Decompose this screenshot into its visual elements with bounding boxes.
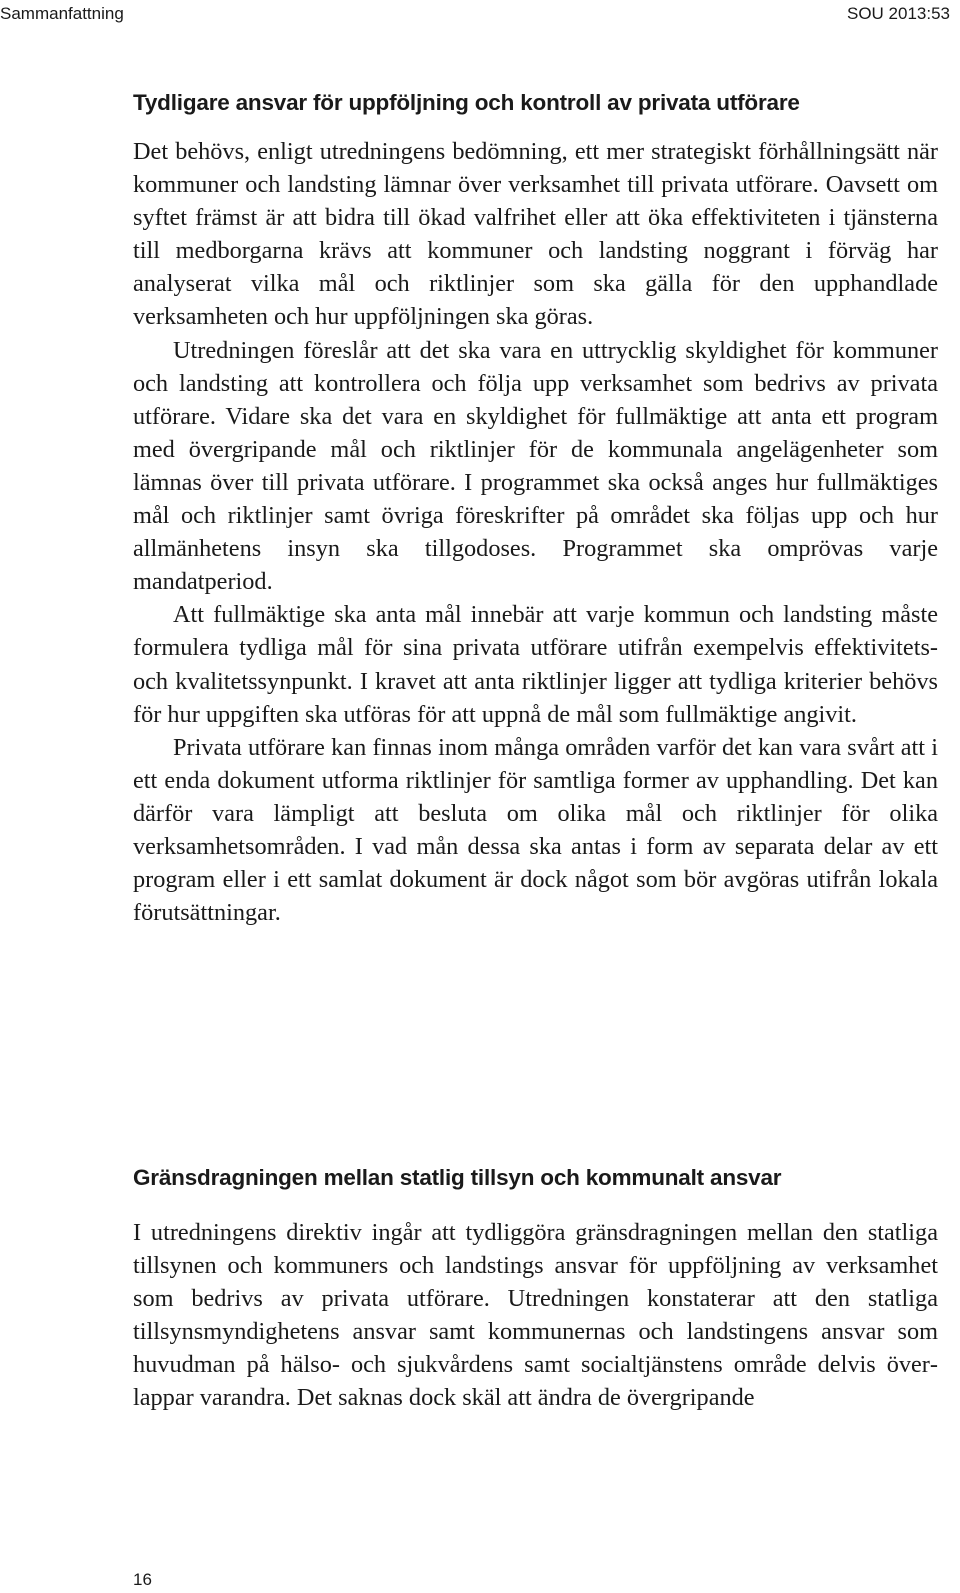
page-number: 16 [133, 1570, 152, 1589]
section-1-paragraph-4: Privata utförare kan finnas inom många områden varför det kan vara svårt att i ett enda dokument utforma riktlinjer för samtliga former av upphandling. Det kan därför vara lämpligt att besluta om olika mål och riktlinjer för olika verksamhetsområden. I vad mån dessa ska antas i form av separata delar av ett program eller i ett samlat dokument är dock något som bör avgöras utifrån lokala förutsättningar. [133, 733, 938, 927]
section-1-paragraph-2: Utredningen föreslår att det ska vara en uttrycklig skyldighet för kommuner och landsting att kontrollera och följa upp verksamhet som bedrivs av privata utförare. Vidare ska det vara en skyldighet för fullmäktige att anta ett program med övergripande mål och riktlinjer för de kommunala angelägenheter som lämnas över till privata utförare. I programmet ska också anges hur fullmäktiges mål och riktlinjer samt övriga föreskrifter på området ska följas upp och hur allmänhetens insyn ska tillgodoses. Programmet ska omprövas varje mandatperiod. [133, 336, 938, 596]
running-head [0, 4, 960, 28]
section-1-paragraph-3: Att fullmäktige ska anta mål innebär att varje kommun och landsting måste formulera tydliga mål för sina privata utförare utifrån exempelvis effektivitets- och kvalitetssynpunkt. I kravet att anta riktlinjer ligger att tydliga kriterier behövs för hur uppgiften ska utföras för att uppnå de mål som fullmäktige angivit. [133, 601, 938, 728]
section-2-heading: Gränsdragningen mellan statlig tillsyn och kommunalt ansvar [133, 1165, 782, 1190]
section-2 [133, 1165, 938, 1415]
section-1-paragraph-1: Det behövs, enligt utredningens bedömning, ett mer strategiskt förhållningsätt när kommuner och landsting lämnar över verksamhet till privata utförare. Oavsett om syftet främst är att bidra till ökad valfrihet eller att öka effektiviteten i tjänsterna till medborgarna krävs att kommuner och landsting noggrant i förväg har analyserat vilka mål och riktlinjer som ska gälla för den upphandlade verksamheten och hur uppföljningen ska göras. [133, 138, 938, 331]
running-head-section: Sammanfattning [0, 4, 124, 23]
section-1-heading: Tydligare ansvar för uppföljning och kontroll av privata utförare [133, 90, 800, 115]
running-head-report-id: SOU 2013:53 [846, 4, 950, 23]
section-1 [133, 90, 938, 929]
section-2-paragraph-1: I utredningens direktiv ingår att tydliggöra gränsdragningen mellan den statliga tillsynen och kommuners och landstings ansvar för uppföljning av verksamhet som bedrivs av privata utförare. Utredningen konstaterar att den statliga tillsynsmyndighetens ansvar samt kommunernas och landstingens ansvar som huvudman på hälso- och sjukvårdens samt socialtjänstens område delvis överlappar varandra. Det saknas dock skäl att ändra de övergripande [133, 1219, 938, 1412]
